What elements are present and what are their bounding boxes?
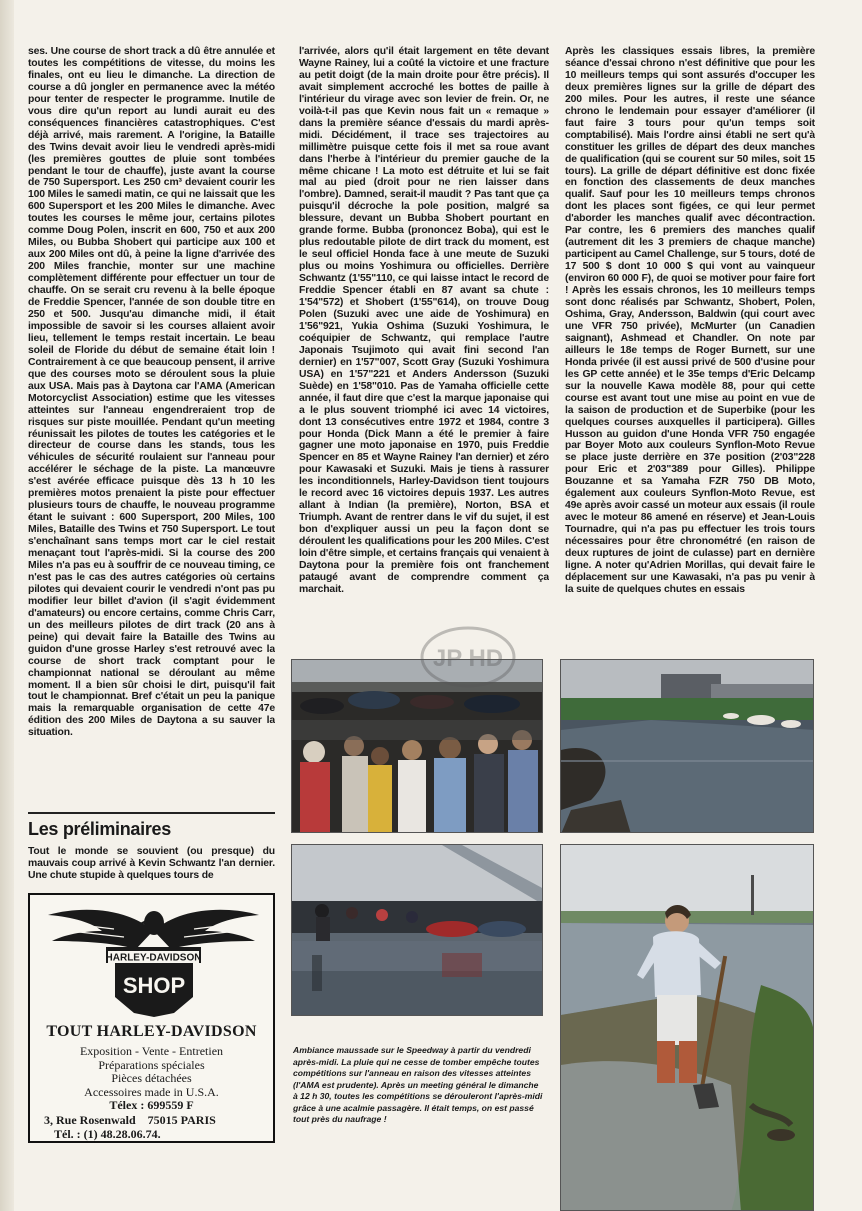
photo-person-with-shovel	[560, 844, 814, 1211]
photo-wet-paddock-bikes	[291, 844, 543, 1016]
ad-line-2: Préparations spéciales	[98, 1057, 205, 1072]
logo-harley-text: HARLEY-DAVIDSON	[105, 952, 202, 964]
article-column-2	[299, 46, 549, 648]
article-text-col2: l'arrivée, alors qu'il était largement en tête devant Wayne Rainey, lui a coûté la victoire et une fracture au petit doigt (de la main droite pour être précis). Il avait simplement accroché les bottes de paille à l'intérieur du virage avec son levier de frein. Or, ne voilà-t-il pas que Kevin nous fait un « remaque » dans la première séance d'essais du mardi après-midi. Décidément, il trace ses trajectoires au millimètre puisque cette fois il met sa roue avant dans l'herbe à l'intérieur du premier gauche de la même chicane ! La moto est détruite et lui se fait mal au pied (droit pour ne rien laisser dans l'ombre). Damned, serait-il maudit ? Pas tant que ça puisqu'il décroche la pole position, malgré sa blessure, devant un Bubba Shobert pourtant en grande forme. Bubba (prononcez Boba), qui est le plus redoutable pilote de dirt track du moment, est le seul officiel Honda face à une meute de Suzuki plus ou moins Yoshimura ou officielles. Derrière Schwantz (1'55"110, ce qui laisse intact le record de Freddie Spencer établi en 87 avant sa chute : 1'54"572) et Shobert (1'55"614), on trouve Doug Polen (Suzuki avec une aide de Yoshimura) en 1'56"921, Yukia Oshima (Suzuki Yoshimura, le coéquipier de Schwantz, qui remplace l'autre Japonais Tsujimoto qui avait fini second l'an dernier) en 1'57"007, Scott Gray (Suzuki Yoshimura USA) en 1'57"221 et Anders Andersson (Suzuki Suède) en 1'58"010. Pas de Yamaha officielle cette année, il faut dire que c'est la marque japonaise qui a le plus souvent triomphé ici avec 14 victoires, dont 13 consécutives entre 1972 et 1984, contre 3 pour Honda (Dick Mann a été le premier à faire gagner une moto japonaise en 1970, puis Freddie Spencer en 85 et Wayne Rainey l'an dernier) et zéro pour Kawasaki et Suzuki. Mais je tiens à rassurer les inconditionnels, Harley-Davidson tient toujours le record avec 16 victoires depuis 1937. Les autres allant à Indian (la première), Norton, BSA et Triumph. Avant de rentrer dans le vif du sujet, il est bon d'expliquer aussi un peu la façon dont se déroulent les qualifications pour les 200 Miles. C'est loin d'être simple, et certains français qui venaient à Daytona pour la première fois ont franchement pataugé avant de comprendre comment ça marchait.	[299, 46, 549, 595]
ad-title: TOUT HARLEY-DAVIDSON	[46, 1023, 257, 1040]
ad-telex: Télex : 699559 F	[109, 1098, 194, 1113]
ad-address-block	[44, 1113, 263, 1141]
ad-address: 3, Rue Rosenwald 75015 PARIS	[44, 1113, 216, 1127]
ad-line-3: Pièces détachées	[111, 1071, 192, 1086]
ad-line-4: Accessoires made in U.S.A.	[84, 1084, 219, 1099]
ad-services	[30, 1045, 273, 1113]
ad-line-1: Exposition - Vente - Entretien	[79, 1044, 224, 1058]
section-intro	[28, 846, 275, 886]
section-intro-text: Tout le monde se souvient (ou presque) du mauvais coup arrivé à Kevin Schwantz l'an dernier. Une chute stupide à quelques tours de	[28, 846, 275, 881]
article-column-1	[28, 46, 275, 804]
article-text-col1: ses. Une course de short track a dû être annulée et toutes les compétitions de vitesse, du moins les finales, ont eu lieu le dimanche. La direction de course a dû jongler en permanence avec la météo pour tenter de respecter le programme. Inutile de vous dire qu'un report au lundi aurait eu des conséquences financières catastrophiques. C'est déjà arrivé, mais rarement. A l'origine, la Bataille des Twins devait avoir lieu le vendredi après-midi (les premières gouttes de pluie sont tombées pendant le tour de chauffe), juste avant la course de 750 Supersport. Les 250 cm³ devaient courir les 100 Miles le samedi matin, ce qui ne laissait que les 600 Supersport et les 200 Miles le dimanche. Avec toutes les courses le même jour, certains pilotes comme Doug Polen, inscrit en 600, 750 et aux 200 Miles, ou Bubba Shobert qui participe aux 100 et aux 200 Miles ont dû, à peine la ligne d'arrivée des 200 Miles franchie, monter sur une machine complètement différente pour effectuer un tour de chauffe. On se serait cru revenu à la belle époque de Freddie Spencer, l'année de son double titre en 250 et 500. Jusqu'au dimanche midi, il était impossible de savoir si les courses allaient avoir lieu, tellement le temps restait incertain. Le beau soleil de Floride du début de semaine était loin ! Contrairement à ce que beaucoup pensent, il arrive que des courses moto se déroulent sous la pluie aux USA. Mais pas à Daytona car l'AMA (American Motorcyclist Association) estime que les vitesses atteintes sur l'anneau engendreraient trop de risques sur piste mouillée. Pendant qu'un meeting réunissait les pilotes de toutes les catégories et le directeur de course dans les stands, tous les véhicules de sécurité roulaient sur l'anneau pour accélérer le séchage de la piste. La manœuvre s'est avérée efficace puisque dès 13 h 10 les premières motos prenaient la piste pour effectuer plusieurs tours de chauffe, le nouveau programme étant le suivant : 600 Supersport, 200 Miles, 100 Miles, Bataille des Twins et 750 Supersport. Le tout s'enchaînant sans temps mort car le ciel restait menaçant tout l'après-midi. Si la course des 200 Miles n'a pas eu à souffrir de ce nouveau timing, ce n'est pas le cas des autres catégories où certains pilotes qui devaient courir le vendredi n'ont pas pu modifier leur billet d'avion (il s'agit évidemment d'amateurs) ou encore certains, comme Chris Carr, un des meilleurs pilotes de dirt track (20 ans à peine) qui devait faire la Bataille des Twins au guidon d'une grosse Harley s'est retrouvé avec la course de short track comptant pour le championnat national se déroulant au même moment. Il a bien sûr choisi le dirt, puisqu'il fait tout le championnat. Bref c'était un peu la panique mais la remarquable organisation de cette 47e édition des 200 Miles de Daytona a su sauver la situation.	[28, 46, 275, 739]
photo-caption: Ambiance maussade sur le Speedway à partir du vendredi après-midi. La pluie qui ne cesse de tomber empêche toutes compétitions sur l'anneau en raison des vitesses atteintes (l'AMA est prudente). Après un meeting général le dimanche à 12 h 30, toutes les compétitions se dérouleront l'après-midi grâce à une acalmie passagère. Il était temps, on est passé tout près du naufrage !	[293, 1045, 543, 1124]
harley-davidson-shop-ad	[28, 893, 275, 1143]
ad-phone: Tél. : (1) 48.28.06.74.	[54, 1127, 161, 1141]
photo-flooded-infield	[560, 659, 814, 833]
logo-shop-text: SHOP	[122, 973, 186, 998]
article-column-3	[565, 46, 815, 648]
section-heading: Les préliminaires	[28, 812, 275, 842]
watermark-text: JP HD	[432, 645, 504, 672]
article-text-col3: Après les classiques essais libres, la première séance d'essai chrono n'est définitive que pour les 10 meilleurs temps qui sont assurés d'occuper les deux premières lignes sur la grille de départ des 200 miles. Pour les autres, il reste une séance chrono le lendemain pour essayer d'améliorer (il faut faire 3 tours pour qu'un temps soit comptabilisé). Mais l'ordre ainsi établi ne sert qu'à constituer les grilles de départ des deux manches de qualification (qui se courent sur 50 miles, soit 15 tours). La grille de départ définitive est donc fixée en fonction des classements de deux manches qualif. Sauf pour les 10 meilleurs temps chronos dont les places sont figées, ce qui leur permet d'aborder les manches qualif avec décontraction. Par contre, les 6 premiers des manches qualif (autrement dit les 3 premiers de chaque manche) participent au Camel Challenge, sur 5 tours, doté de 17 500 $ dont 10 000 $ qui vont au vainqueur (environ 60 000 F), de quoi se motiver pour faire fort ! Après les essais chronos, les 10 meilleurs temps sont donc réalisés par Schwantz, Shobert, Polen, Oshima, Gray, Andersson, Baldwin (qui court avec une VFR 750 privée), McMurter (un Canadien saignant), Ashmead et Chandler. On note par ailleurs le 18e temps de Roger Burnett, sur une Honda privée (il est aussi privé de 500 d'usine pour les GP cette année) et le 35e temps d'Eric Delcamp sur la nouvelle Kawa modèle 88, pour qui cette course est avant tout une mise au point en vue de la saison de production et de Superbike (pour les quelques courses auxquelles il participera). Gilles Husson au guidon d'une Honda VFR 750 engagée par Boyer Moto aux couleurs Synflon-Moto Revue se place juste derrière en 37e position (2'03"228 pour Eric et 2'03"389 pour Gilles). Philippe Bouzanne et sa Yamaha FZR 750 DB Moto, également aux couleurs Synflon-Moto Revue, est 49e après avoir cassé un moteur aux essais (il roule avec le moteur 86 amené en réserve) et Jean-Louis Tournadre, qui n'a pas pu effectuer les trois tours nécessaires pour être chronométré (en raison de deux ruptures de joint de culasse) part en dernière ligne. A noter qu'Adrien Morillas, qui devait faire le déplacement sur une Kawasaki, n'a pas pu venir à la suite de quelques chutes en essais	[565, 46, 815, 595]
watermark-logo	[420, 626, 516, 688]
page-binding-edge	[0, 0, 14, 1211]
harley-eagle-logo	[44, 901, 263, 1019]
